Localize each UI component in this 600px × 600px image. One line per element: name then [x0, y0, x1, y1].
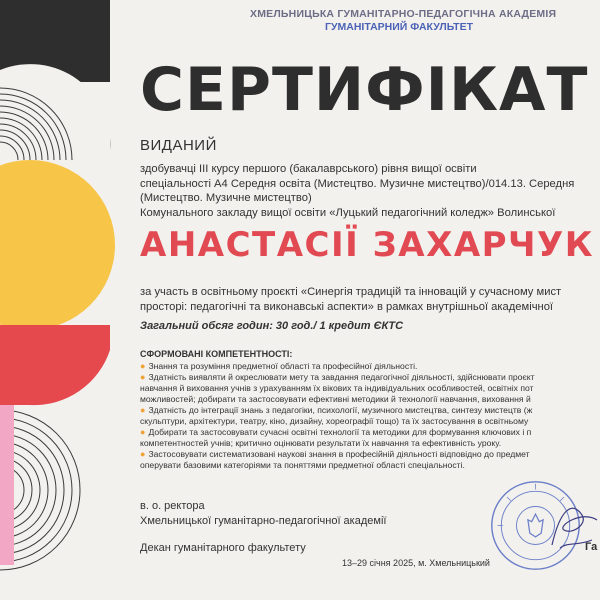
participation-text	[140, 285, 600, 314]
faculty-name: ГУМАНІТАРНИЙ ФАКУЛЬТЕТ	[325, 21, 474, 33]
pink-bar	[0, 405, 14, 565]
competency-line	[140, 361, 600, 372]
dean-title: Декан гуманітарного факультету	[140, 542, 306, 554]
header	[250, 8, 600, 33]
competency-text: оперувати базовими категоріями та поняттями предметної області спеціальності.	[140, 460, 465, 470]
competency-text: Застосовувати систематизовані наукові знання в професійній діяльності відповідно до предмет	[148, 449, 530, 459]
competency-line	[140, 460, 600, 471]
certificate-title: СЕРТИФІКАТ	[140, 55, 589, 125]
participation-line: просторі: педагогічні та виконавські аспекти» в рамках внутрішньої академічної	[140, 300, 554, 313]
competency-text: скульптури, архітектури, театру, кіно, дизайну, хореографії тощо) та їх застосування в освітньому	[140, 416, 529, 426]
bullet-icon: ●	[140, 405, 146, 415]
competency-line	[140, 449, 600, 460]
competency-line	[140, 416, 600, 427]
recipient-name: АНАСТАСІЇ ЗАХАРЧУК	[140, 225, 595, 265]
competency-text: Знання та розуміння предметної області та професійної діяльності.	[148, 361, 418, 371]
competency-text: можливостей; добирати та застосовувати ефективні методики й технології навчання, виховання й	[140, 394, 531, 404]
total-hours: Загальний обсяг годин: 30 год./ 1 кредит ЄКТС	[140, 320, 404, 332]
competency-text: Здатність до інтеграції знань з педагогіки, психології, музичного мистецтва, синтезу мистецтв (ж	[148, 405, 533, 415]
bullet-icon: ●	[140, 449, 146, 459]
competency-text: компетентностей учнів; критично оцінювати результати їх навчання та ефективність уроку.	[140, 438, 502, 448]
rector-institution: Хмельницької гуманітарно-педагогічної академії	[140, 515, 387, 527]
participation-line: за участь в освітньому проєкті «Синергія традицій та інновацій у сучасному мист	[140, 286, 562, 298]
competency-line	[140, 383, 600, 394]
competency-line	[140, 405, 600, 416]
date-place: 13–29 січня 2025, м. Хмельницький	[342, 558, 490, 568]
competency-line	[140, 427, 600, 438]
issued-label: ВИДАНИЙ	[140, 137, 217, 154]
competency-line	[140, 438, 600, 449]
recipient-line: здобувачці ІІІ курсу першого (бакалаврського) рівня вищої освіти	[140, 163, 477, 175]
rector-block	[140, 499, 386, 529]
recipient-line: (Мистецтво. Музичне мистецтво)	[140, 192, 312, 204]
rector-title: в. о. ректора	[140, 500, 205, 512]
recipient-description	[140, 162, 600, 220]
bullet-icon: ●	[140, 372, 146, 382]
rector-name-partial: Га	[585, 541, 598, 553]
decorative-art	[0, 0, 140, 600]
competencies-list	[140, 361, 600, 471]
red-shape	[0, 325, 110, 405]
recipient-line: спеціальності А4 Середня освіта (Мистецтво. Музичне мистецтво)/014.13. Середня	[140, 177, 575, 190]
academy-name: ХМЕЛЬНИЦЬКА ГУМАНІТАРНО-ПЕДАГОГІЧНА АКАДЕМІЯ	[250, 8, 557, 20]
competency-text: Здатність виявляти й окреслювати мету та завдання педагогічної діяльності, здійснювати проєкт	[148, 372, 535, 382]
competency-text: Добирати та застосовувати сучасні освітні технології та методики для формування ключових і п	[148, 427, 532, 437]
recipient-line: Комунального закладу вищої освіти «Луцький педагогічний коледж» Волинської	[140, 206, 556, 219]
competencies-title: СФОРМОВАНІ КОМПЕТЕНТНОСТІ:	[140, 349, 293, 359]
bullet-icon: ●	[140, 361, 146, 371]
competency-line	[140, 394, 600, 405]
competency-text: навчання й виховання учнів з урахуванням їх вікових та індивідуальних особливостей, освітніх пот	[140, 383, 534, 393]
bullet-icon: ●	[140, 427, 146, 437]
competency-line	[140, 372, 600, 383]
yellow-circle	[0, 160, 115, 330]
